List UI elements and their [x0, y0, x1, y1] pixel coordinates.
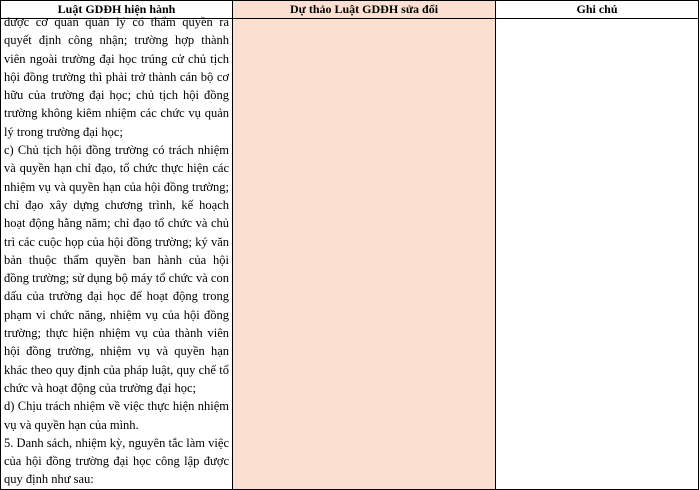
current-law-paragraph: được cơ quan quản lý có thẩm quyền ra quyết định công nhận; trường hợp thành viên ngoài trường đại học trúng cử chủ tịch hội đồng trường thì phải trở thành cán bộ cơ hữu của trường đại học; chủ tịch hội đồng trường không kiêm nhiệm các chức vụ quản lý trong trường đại học;: [4, 15, 229, 139]
table-row: [1, 19, 699, 490]
current-law-text: [4, 13, 229, 489]
header-current-law: Luật GDĐH hiện hành: [1, 1, 233, 19]
notes-cell: [496, 19, 699, 490]
header-draft-law: Dự thảo Luật GDĐH sửa đổi: [233, 1, 496, 19]
current-law-paragraph: c) Chủ tịch hội đồng trường có trách nhiệm và quyền hạn chỉ đạo, tổ chức thực hiện các nhiệm vụ và quyền hạn của hội đồng trường; chỉ đạo xây dựng chương trình, kế hoạch hoạt động hằng năm; chỉ đạo tổ chức và chủ trì các cuộc họp của hội đồng trường; ký văn bản thuộc thẩm quyền ban hành của hội đồng trường; sử dụng bộ máy tổ chức và con dấu của trường đại học để hoạt động trong phạm vi chức năng, nhiệm vụ của hội đồng trường; thực hiện nhiệm vụ của thành viên hội đồng trường, nhiệm vụ và quyền hạn khác theo quy định của pháp luật, quy chế tổ chức và hoạt động của trường đại học;: [4, 143, 229, 395]
header-notes: Ghi chú: [496, 1, 699, 19]
current-law-paragraph: d) Chịu trách nhiệm về việc thực hiện nhiệm vụ và quyền hạn của mình.: [4, 399, 229, 432]
draft-law-cell: [233, 19, 496, 490]
current-law-paragraph: 5. Danh sách, nhiệm kỳ, nguyên tắc làm việc của hội đồng trường đại học công lập được quy định như sau:: [4, 435, 229, 487]
current-law-cell: [1, 15, 233, 490]
